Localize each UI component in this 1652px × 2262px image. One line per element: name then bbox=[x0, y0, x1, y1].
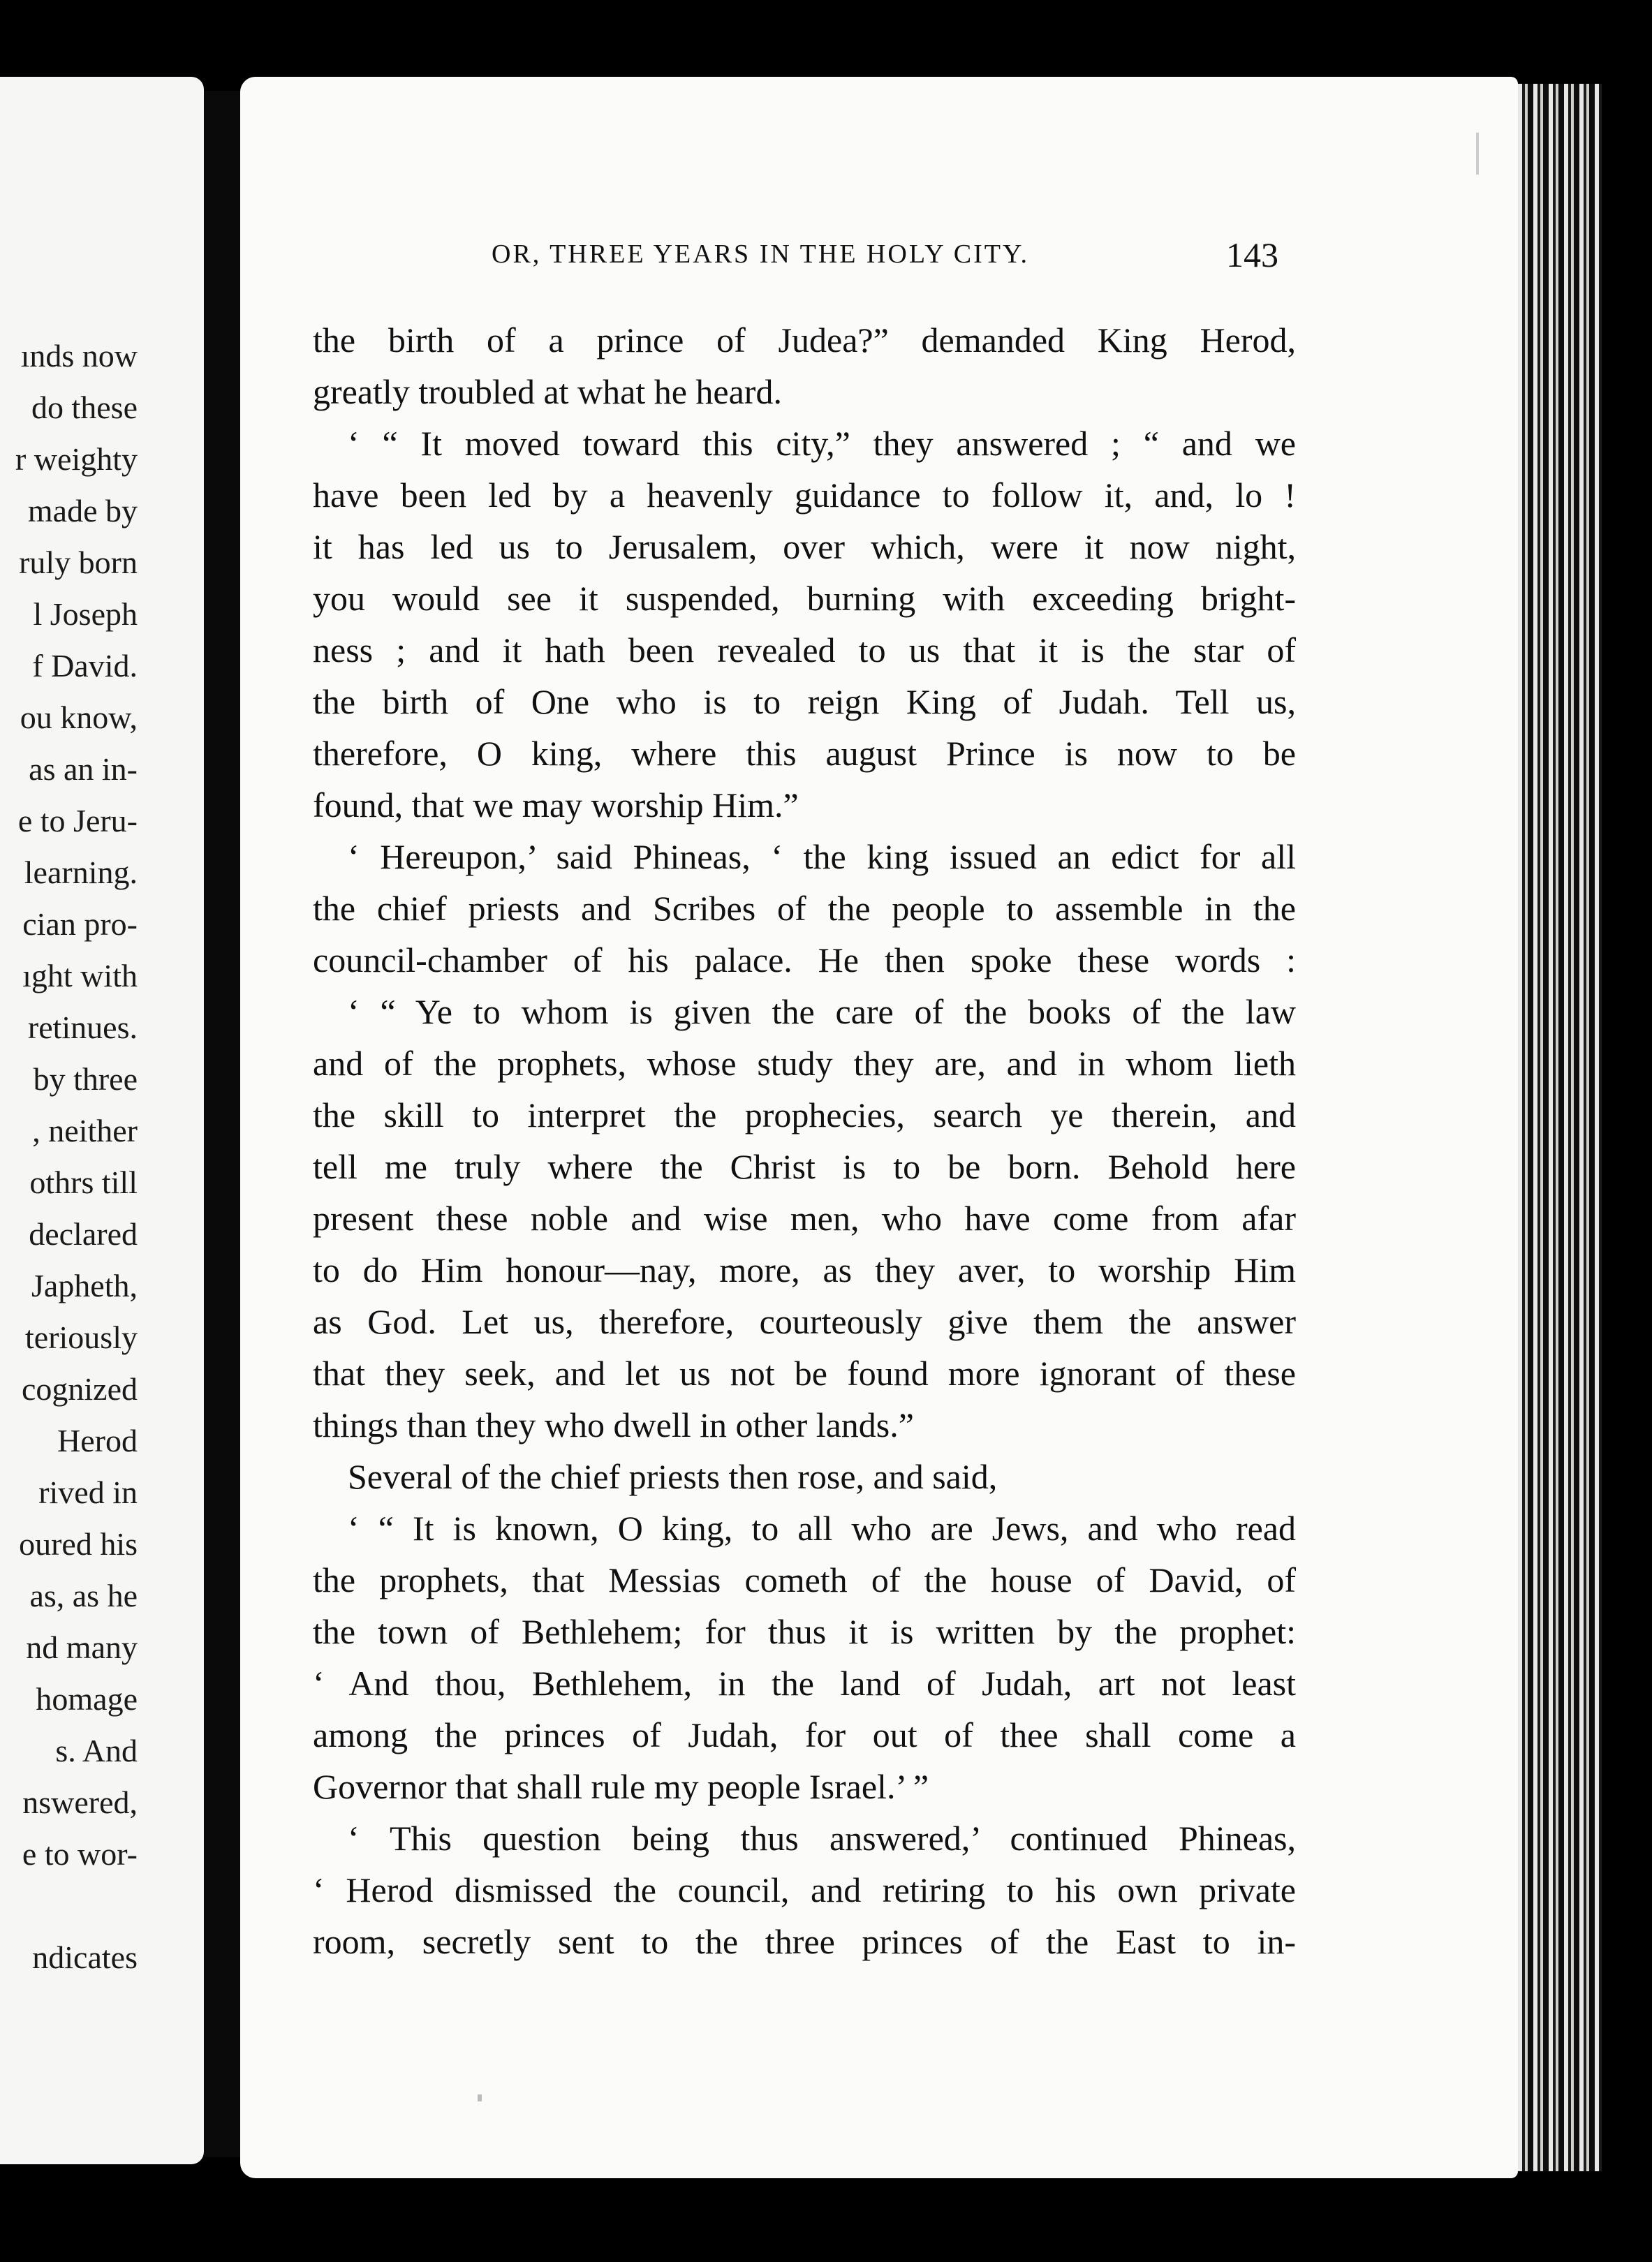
page-edges bbox=[1518, 84, 1602, 2171]
left-page-line: ou know, bbox=[20, 700, 138, 735]
text-line: you would see it suspended, burning with exceeding bright- bbox=[313, 579, 1296, 618]
left-page-line: r weighty bbox=[15, 441, 138, 477]
left-page-line: do these bbox=[31, 390, 138, 425]
text-line: among the princes of Judah, for out of thee shall come a bbox=[313, 1715, 1296, 1754]
text-line: found, that we may worship Him.” bbox=[313, 785, 799, 825]
left-page-line: as an in- bbox=[29, 751, 138, 787]
left-page-line: nd many bbox=[26, 1629, 138, 1665]
text-line: the chief priests and Scribes of the people to assemble in the bbox=[313, 889, 1296, 928]
left-page-line: Japheth, bbox=[31, 1268, 138, 1303]
text-line: ‘ And thou, Bethlehem, in the land of Judah, art not least bbox=[313, 1664, 1296, 1703]
left-page-line: othrs till bbox=[29, 1165, 138, 1200]
left-page-line: s. And bbox=[55, 1733, 138, 1768]
text-line: council-chamber of his palace. He then spoke these words : bbox=[313, 940, 1296, 980]
text-line: and of the prophets, whose study they are, and in whom lieth bbox=[313, 1044, 1296, 1083]
page-number: 143 bbox=[1226, 235, 1278, 274]
text-line: the birth of a prince of Judea?” demanded King Herod, bbox=[313, 320, 1296, 360]
margin-speck bbox=[478, 2094, 482, 2101]
text-line: ‘ “ It moved toward this city,” they answered ; “ and we bbox=[348, 424, 1296, 463]
left-page-line: cognized bbox=[21, 1371, 138, 1407]
text-line: present these noble and wise men, who have come from afar bbox=[313, 1199, 1296, 1238]
book-gutter bbox=[204, 91, 240, 2157]
left-page-line: teriously bbox=[25, 1320, 138, 1355]
left-page-line: Herod bbox=[57, 1423, 138, 1458]
left-page bbox=[0, 77, 204, 2164]
text-line: greatly troubled at what he heard. bbox=[313, 372, 782, 411]
text-line: ‘ Hereupon,’ said Phineas, ‘ the king issued an edict for all bbox=[348, 837, 1296, 876]
left-page-line: oured his bbox=[19, 1526, 138, 1562]
text-line: Governor that shall rule my people Israel.’ ” bbox=[313, 1767, 929, 1806]
left-page-line: nswered, bbox=[22, 1784, 138, 1820]
left-page-line: ndicates bbox=[32, 1939, 138, 1975]
left-page-line: ınds now bbox=[20, 338, 138, 374]
text-line: Several of the chief priests then rose, and said, bbox=[348, 1457, 998, 1496]
left-page-line: homage bbox=[36, 1681, 138, 1717]
left-page-line: ruly born bbox=[19, 545, 138, 580]
right-page bbox=[240, 77, 1518, 2178]
left-page-line: learning. bbox=[24, 855, 138, 890]
text-line: as God. Let us, therefore, courteously give them the answer bbox=[313, 1302, 1296, 1341]
left-page-line: by three bbox=[33, 1061, 138, 1097]
running-head: OR, THREE YEARS IN THE HOLY CITY. bbox=[492, 239, 1030, 269]
body-text bbox=[313, 314, 1296, 1967]
text-line: therefore, O king, where this august Prince is now to be bbox=[313, 734, 1296, 773]
text-line: ‘ This question being thus answered,’ continued Phineas, bbox=[348, 1819, 1296, 1858]
left-page-line: retinues. bbox=[27, 1010, 138, 1045]
text-line: the birth of One who is to reign King of Judah. Tell us, bbox=[313, 682, 1296, 721]
left-page-line: , neither bbox=[32, 1113, 138, 1148]
left-page-line: f David. bbox=[32, 648, 138, 683]
text-line: ‘ “ It is known, O king, to all who are Jews, and who read bbox=[348, 1509, 1296, 1548]
text-line: have been led by a heavenly guidance to follow it, and, lo ! bbox=[313, 475, 1296, 515]
page-header bbox=[240, 235, 1518, 288]
margin-speck bbox=[1476, 133, 1479, 175]
left-page-line: rived in bbox=[38, 1474, 138, 1510]
text-line: tell me truly where the Christ is to be born. Behold here bbox=[313, 1147, 1296, 1186]
text-line: that they seek, and let us not be found more ignorant of these bbox=[313, 1354, 1296, 1393]
text-line: the town of Bethlehem; for thus it is written by the prophet: bbox=[313, 1612, 1296, 1651]
text-line: the prophets, that Messias cometh of the house of David, of bbox=[313, 1560, 1296, 1599]
text-line: to do Him honour—nay, more, as they aver, to worship Him bbox=[313, 1250, 1296, 1289]
left-page-line: declared bbox=[29, 1216, 138, 1252]
left-page-line: made by bbox=[27, 493, 138, 528]
text-line: ‘ Herod dismissed the council, and retiring to his own private bbox=[313, 1870, 1296, 1909]
left-page-line: as, as he bbox=[29, 1578, 138, 1613]
left-page-line: e to Jeru- bbox=[17, 803, 138, 838]
text-line: things than they who dwell in other lands.” bbox=[313, 1405, 914, 1444]
text-line: room, secretly sent to the three princes of the East to in- bbox=[313, 1922, 1296, 1961]
left-page-line: l Joseph bbox=[33, 596, 138, 632]
text-line: ness ; and it hath been revealed to us that it is the star of bbox=[313, 630, 1296, 670]
text-line: ‘ “ Ye to whom is given the care of the books of the law bbox=[348, 992, 1296, 1031]
left-page-line: e to wor- bbox=[22, 1836, 138, 1872]
left-page-line: cian pro- bbox=[22, 906, 138, 942]
text-line: it has led us to Jerusalem, over which, were it now night, bbox=[313, 527, 1296, 566]
left-page-line: ıght with bbox=[22, 958, 138, 993]
text-line: the skill to interpret the prophecies, search ye therein, and bbox=[313, 1095, 1296, 1134]
